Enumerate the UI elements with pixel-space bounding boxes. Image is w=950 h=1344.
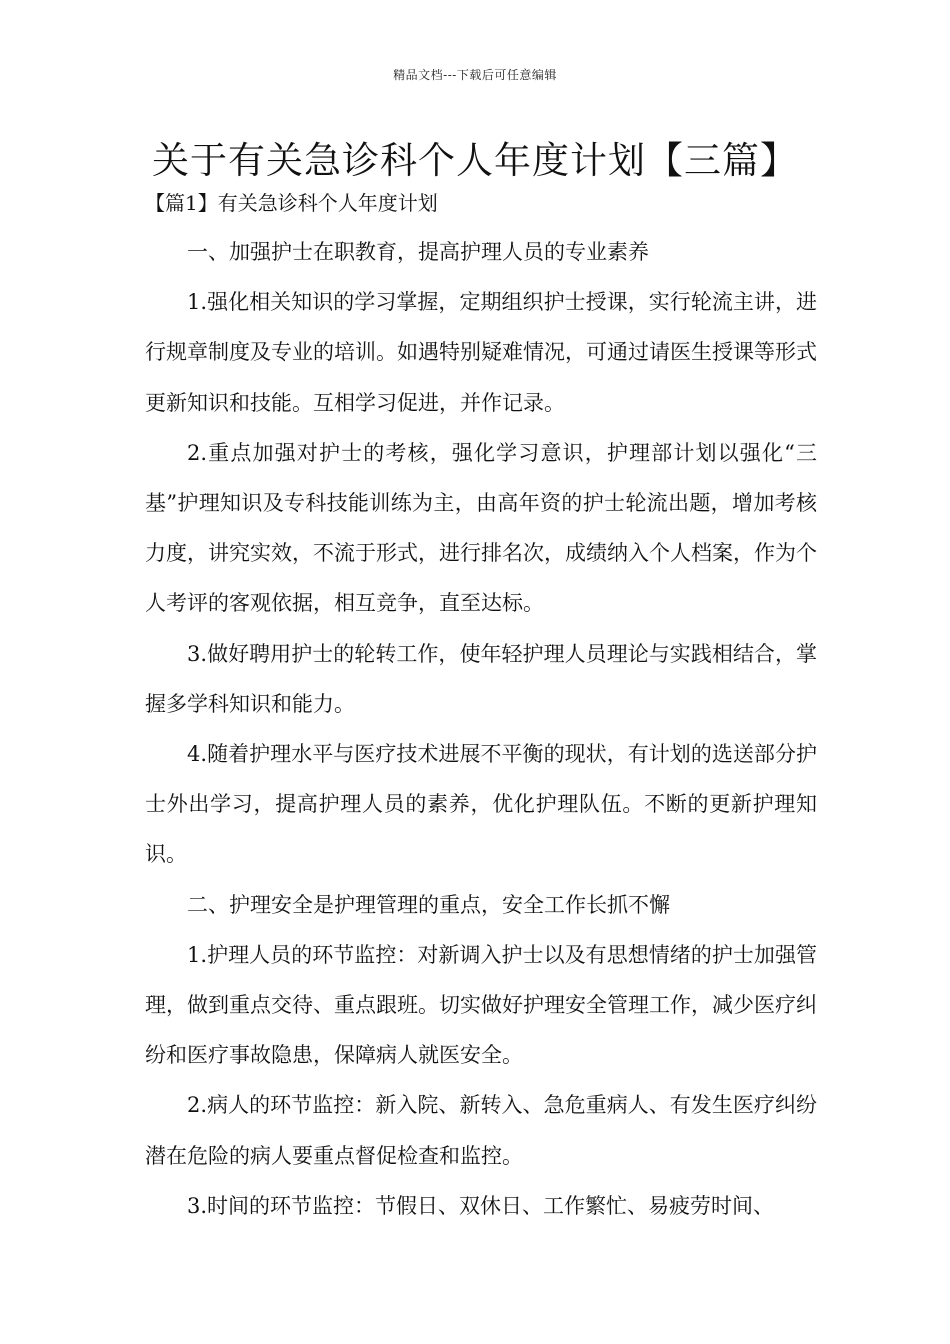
paragraph: 1.强化相关知识的学习掌握，定期组织护士授课，实行轮流主讲，进行规章制度及专业的培训。如遇特别疑难情况，可通过请医生授课等形式更新知识和技能。互相学习促进，并作记录。 [145, 290, 817, 415]
paragraph: 1.护理人员的环节监控：对新调入护士以及有思想情绪的护士加强管理，做到重点交待、重点跟班。切实做好护理安全管理工作，减少医疗纠纷和医疗事故隐患，保障病人就医安全。 [145, 942, 817, 1068]
heading-one: 一、加强护士在职教育，提高护理人员的专业素养 [187, 240, 649, 264]
document-title: 关于有关急诊科个人年度计划【三篇】 [152, 139, 798, 182]
section-subtitle: 【篇1】有关急诊科个人年度计划 [145, 191, 438, 215]
paragraph: 2.重点加强对护士的考核，强化学习意识，护理部计划以强化“三基”护理知识及专科技能训练为主，由高年资的护士轮流出题，增加考核力度，讲究实效，不流于形式，进行排名次，成绩纳入个人档案，作为个人考评的客观依据，相互竞争，直至达标。 [145, 440, 817, 616]
paragraph: 3.时间的环节监控：节假日、双休日、工作繁忙、易疲劳时间、 [187, 1193, 775, 1218]
document-body [145, 227, 817, 1231]
heading-two: 二、护理安全是护理管理的重点，安全工作长抓不懈 [187, 892, 670, 917]
paragraph: 3.做好聘用护士的轮转工作，使年轻护理人员理论与实践相结合，掌握多学科知识和能力。 [145, 641, 817, 716]
paragraph: 2.病人的环节监控：新入院、新转入、急危重病人、有发生医疗纠纷潜在危险的病人要重点督促检查和监控。 [145, 1093, 817, 1168]
paragraph: 4.随着护理水平与医疗技术进展不平衡的现状，有计划的选送部分护士外出学习，提高护理人员的素养，优化护理队伍。不断的更新护理知识。 [145, 742, 817, 867]
page-header: 精品文档---下载后可任意编辑 [393, 68, 557, 82]
